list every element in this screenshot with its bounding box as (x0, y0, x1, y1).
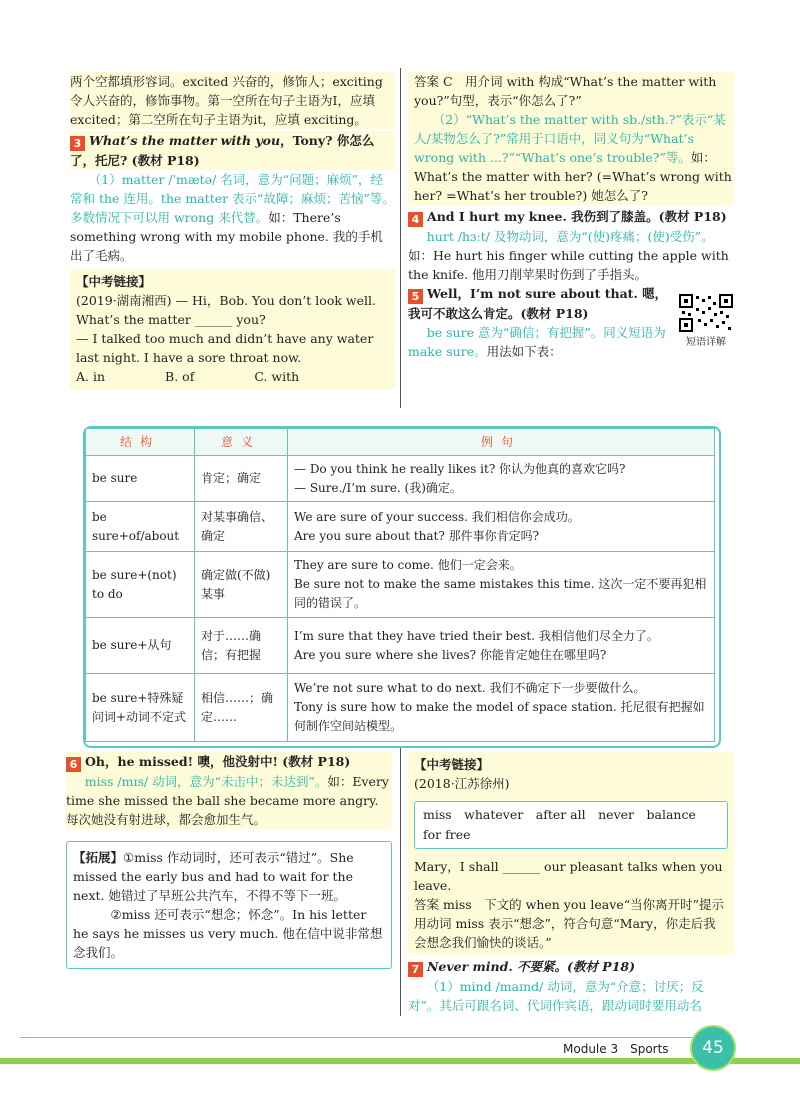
exam-link-q1: (2019·湖南湘西) — Hi，Bob. You don’t look well. What’s the matter ______ you? (76, 293, 376, 327)
item-4-heading (408, 207, 734, 227)
page-number: 45 (690, 1025, 736, 1071)
item-4-body (408, 227, 734, 284)
header-meaning: 意义 (195, 429, 288, 456)
item-5-heading (408, 284, 670, 323)
column-divider (400, 68, 401, 408)
item-3-teal: （1）matter /ˈmætə/ 名词，意为“问题；麻烦”，经常和 the 连用。the matter 表示“故障；麻烦；苦恼”等。多数情况下可以用 wrong 来代替。 (70, 172, 395, 225)
table-row (86, 552, 715, 618)
example-line: Tony is sure how to make the model of space station. 托尼很有把握如何制作空间站模型。 (294, 700, 705, 733)
example-cell (288, 456, 715, 502)
extension-1-text: ①miss 作动词时，还可表示“错过”。She missed the early bus and had to wait for the next. 她错过了早班公共汽车，不得不等下一班。 (73, 850, 354, 903)
qr-caption: 短语详解 (686, 337, 726, 348)
item-5-body (408, 323, 670, 361)
column-divider-bottom (400, 748, 401, 1016)
exam-link-q2: — I talked too much and didn’t have any water last night. I have a sore throat now. (76, 331, 374, 365)
structure-cell: be sure+(not) to do (86, 552, 195, 618)
structure-cell: be sure+从句 (86, 618, 195, 674)
item-3-part-2-teal: （2）“What’s the matter with sb./sth.?”表示“某人/某物怎么了?”常用于口语中，同义句为“What’s wrong with ...?”“What’s one’s trouble?”等。 (414, 112, 726, 165)
item-5-teal: be sure 意为“确信；有把握”。同义短语为 make sure。 (408, 325, 666, 359)
option-c: C. with (254, 369, 300, 384)
structure-cell: be sure (86, 456, 195, 502)
left-top-column (70, 72, 395, 389)
item-number: 5 (408, 289, 423, 304)
be-sure-table (85, 428, 715, 742)
word-bank: miss whatever after all never balance for free (414, 801, 728, 849)
answer-paragraph: 答案 C 用介词 with 构成“What’s the matter with you?”句型，表示“你怎么了?” (408, 72, 734, 110)
meaning-cell: 对于……确信；有把握 (195, 618, 288, 674)
item-3-part-2-rest: 如：What’s the matter with her? (=What’s wrong with her? =What’s her trouble?) 她怎么了? (414, 150, 732, 203)
item-number: 3 (70, 136, 85, 151)
header-example: 例句 (288, 429, 715, 456)
footer-line (20, 1037, 710, 1038)
right-bottom-column (408, 752, 734, 1015)
qr-code[interactable] (678, 293, 734, 347)
extension-1 (73, 848, 385, 905)
item-6-rest: 如：Every time she missed the ball she became more angry. 每次她没有射进球，都会愈加生气。 (66, 774, 389, 827)
item-7-body: （1）mind /maɪnd/ 动词，意为“介意；讨厌；反对”。其后可跟名词、代词作宾语，跟动词时要用动名 (408, 979, 704, 1013)
structure-cell: be sure+of/about (86, 502, 195, 552)
example-line: — Do you think he really likes it? 你认为他真的喜欢它吗? (294, 461, 626, 476)
exam-source: (2018·江苏徐州) (414, 776, 510, 791)
qr-code-icon (678, 293, 734, 333)
example-line: Are you sure where she lives? 你能肯定她住在哪里吗? (294, 647, 607, 662)
item-7-heading-text: Never mind. 不要紧。(教材 P18) (427, 959, 636, 974)
example-line: Are you sure about that? 那件事你肯定吗? (294, 528, 540, 543)
item-3-part-2 (408, 110, 734, 205)
item-3-heading-rest: ，Tony? 你怎么了，托尼? (教材 P18) (70, 133, 375, 168)
item-5-heading-text: Well，I’m not sure about that. 嗯，我可不敢这么肯定。(教材 P18) (408, 286, 668, 321)
item-3-body (70, 170, 395, 265)
example-line: I’m sure that they have tried their best. 我相信他们尽全力了。 (294, 628, 659, 643)
item-4-rest: 如：He hurt his finger while cutting the apple with the knife. 他用刀削苹果时伤到了手指头。 (408, 248, 729, 282)
table-row (86, 456, 715, 502)
meaning-cell: 对某事确信、确定 (195, 502, 288, 552)
example-line: We’re not sure what to do next. 我们不确定下一步要做什么。 (294, 681, 646, 695)
item-3-heading-en: What’s the matter with you (89, 133, 281, 148)
extension-2: ②miss 还可表示“想念；怀念”。In his letter he says he misses us very much. 他在信中说非常想念我们。 (73, 907, 383, 960)
example-line: Be sure not to make the same mistakes this time. 这次一定不要再犯相同的错误了。 (294, 577, 707, 610)
meaning-cell: 肯定；确定 (195, 456, 288, 502)
example-cell (288, 674, 715, 742)
item-7-heading (408, 957, 734, 977)
item-6-heading-text: Oh，he missed! 噢，他没射中! (教材 P18) (85, 754, 351, 769)
header-structure: 结构 (86, 429, 195, 456)
option-b: B. of (165, 369, 195, 384)
module-label: Module 3 Sports (563, 1042, 669, 1056)
example-cell (288, 618, 715, 674)
example-line: We are sure of your success. 我们相信你会成功。 (294, 509, 580, 524)
meaning-cell: 相信……；确定…… (195, 674, 288, 742)
extension-title: 【拓展】 (73, 850, 124, 865)
exam-link-box-2 (408, 752, 734, 955)
exam-question: Mary，I shall ______ our pleasant talks when you leave. (414, 859, 723, 893)
example-line: — Sure./I’m sure. (我)确定。 (294, 480, 462, 495)
item-number: 7 (408, 962, 423, 977)
item-4-heading-text: And I hurt my knee. 我伤到了膝盖。(教材 P18) (427, 209, 727, 224)
example-cell (288, 502, 715, 552)
exam-link-title: 【中考链接】 (76, 274, 152, 289)
item-6-body (66, 772, 392, 829)
exam-link-box (70, 269, 395, 389)
paragraph-explanation: 两个空都填形容词。excited 兴奋的，修饰人；exciting 令人兴奋的，修饰事物。第一空所在句子主语为I，应填 excited；第二空所在句子主语为it，应填 exciting。 (70, 72, 395, 129)
table-row (86, 618, 715, 674)
footer-bar (0, 1058, 800, 1064)
option-a: A. in (76, 369, 106, 384)
item-3-rest: 如：There’s something wrong with my mobile phone. 我的手机出了毛病。 (70, 210, 383, 263)
item-3-heading (70, 131, 395, 170)
extension-box (66, 841, 392, 969)
item-number: 4 (408, 212, 423, 227)
item-4-teal: hurt /hɜːt/ 及物动词，意为“(使)疼痛；(使)受伤”。 (426, 229, 714, 244)
table-row (86, 502, 715, 552)
item-number: 6 (66, 757, 81, 772)
table-row (86, 674, 715, 742)
structure-cell: be sure+特殊疑问词+动词不定式 (86, 674, 195, 742)
left-bottom-column (66, 752, 392, 969)
exam-answer: 答案 miss 下文的 when you leave“当你离开时”提示用动词 miss 表示“想念”，符合句意“Mary，你走后我会想念我们愉快的谈话。” (414, 897, 724, 950)
item-5-rest: 用法如下表： (486, 344, 562, 359)
example-line: They are sure to come. 他们一定会来。 (294, 558, 522, 572)
meaning-cell: 确定做(不做)某事 (195, 552, 288, 618)
example-cell (288, 552, 715, 618)
exam-link-title: 【中考链接】 (414, 757, 490, 772)
exam-options (76, 367, 389, 386)
item-6-heading (66, 752, 392, 772)
item-6-teal: miss /mɪs/ 动词，意为“未击中；未达到”。 (84, 774, 328, 789)
